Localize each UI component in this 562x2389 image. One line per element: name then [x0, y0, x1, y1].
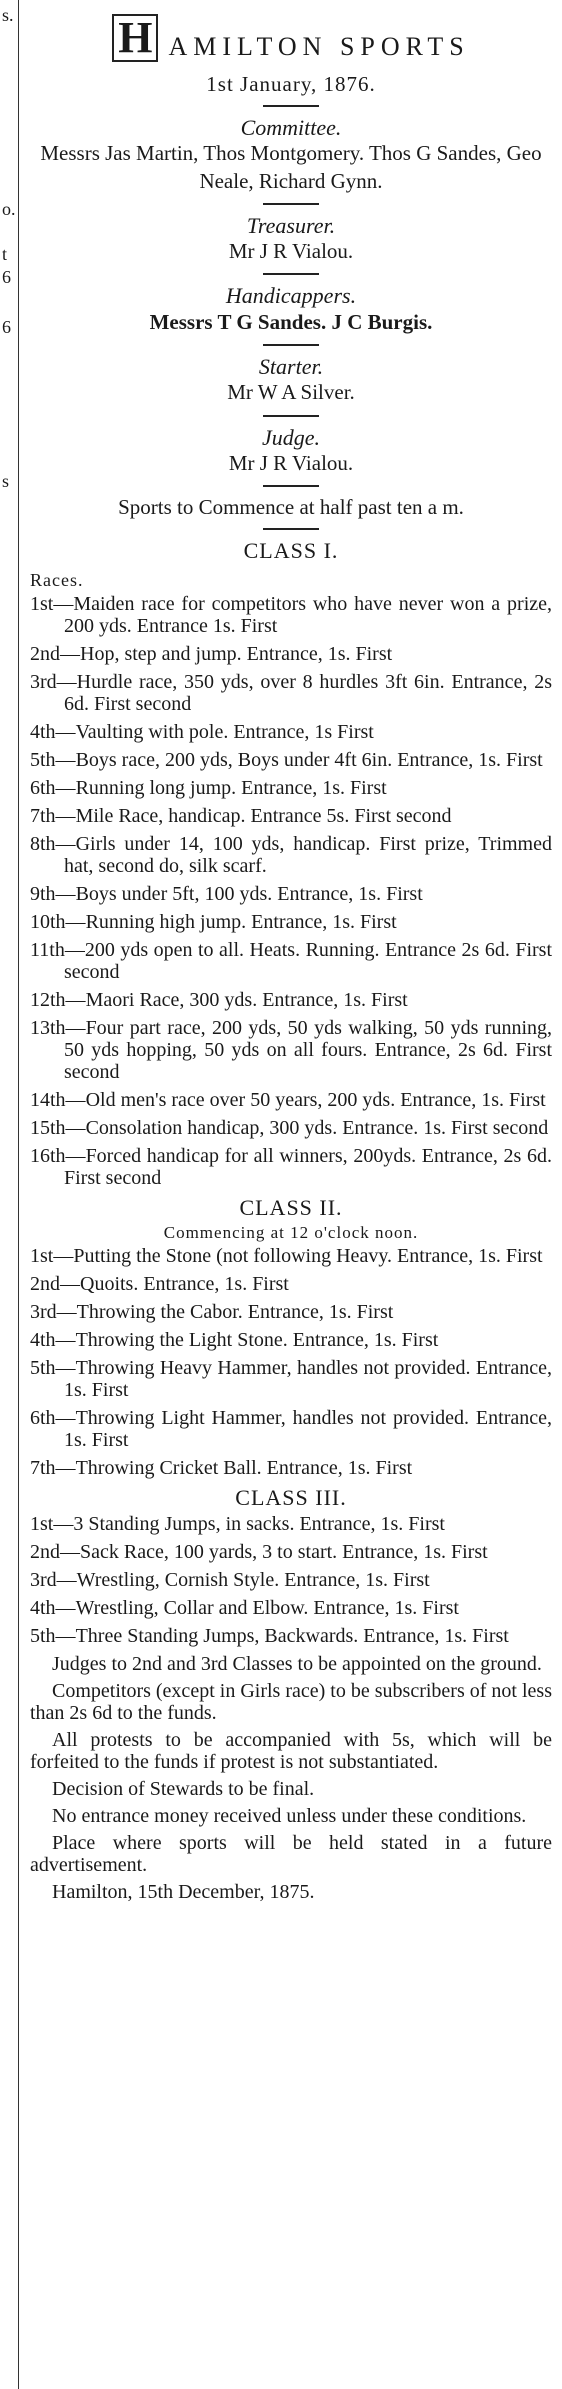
- event-text: Three Standing Jumps, Backwards. Entrance, 1s. First: [75, 1625, 509, 1648]
- event-text: Maori Race, 300 yds. Entrance, 1s. First: [85, 989, 408, 1012]
- class-3-event-list: [30, 1513, 552, 1647]
- event-item: [30, 883, 552, 905]
- event-text: Forced handicap for all winners, 200yds. Entrance, 2s 6d. First second: [64, 1145, 552, 1190]
- event-item: [30, 1329, 552, 1351]
- column-rule: [18, 0, 19, 2389]
- event-item: [30, 1541, 552, 1563]
- official-role: Committee.: [240, 115, 342, 140]
- event-number: 5th—: [30, 749, 76, 772]
- event-item: [30, 643, 552, 665]
- event-text: Maiden race for competitors who have never won a prize, 200 yds. Entrance 1s. First: [64, 593, 552, 638]
- event-item: [30, 989, 552, 1011]
- condition-note: Place where sports will be held stated in a future advertisement.: [30, 1832, 552, 1877]
- conditions-notes: [30, 1653, 552, 1876]
- event-number: 4th—: [30, 1329, 76, 1352]
- official-role: Handicappers.: [225, 283, 357, 309]
- event-text: 200 yds open to all. Heats. Running. Entrance 2s 6d. First second: [64, 939, 552, 984]
- event-item: [30, 1017, 552, 1083]
- event-item: [30, 777, 552, 799]
- event-item: [30, 1625, 552, 1647]
- masthead-initial: H: [112, 14, 158, 62]
- event-text: Quoits. Entrance, 1s. First: [80, 1273, 289, 1296]
- official-role: Treasurer.: [246, 212, 336, 238]
- event-item: [30, 593, 552, 637]
- class-2-event-list: [30, 1245, 552, 1479]
- event-item: [30, 721, 552, 743]
- divider: [263, 273, 319, 275]
- event-number: 13th—: [30, 1017, 86, 1040]
- event-item: [30, 939, 552, 983]
- margin-char: o.: [2, 199, 16, 219]
- event-text: Running long jump. Entrance, 1s. First: [75, 777, 387, 800]
- event-text: 3 Standing Jumps, in sacks. Entrance, 1s. First: [73, 1513, 445, 1536]
- signoff-place-date: Hamilton, 15th December, 1875.: [52, 1881, 315, 1904]
- event-number: 3rd—: [30, 671, 77, 694]
- event-text: Hop, step and jump. Entrance, 1s. First: [80, 643, 393, 666]
- event-item: [30, 911, 552, 933]
- event-text: Hurdle race, 350 yds, over 8 hurdles 3ft 6in. Entrance, 2s 6d. First second: [64, 671, 552, 716]
- event-text: Consolation handicap, 300 yds. Entrance. 1s. First second: [85, 1117, 549, 1140]
- event-text: Throwing Light Hammer, handles not provided. Entrance, 1s. First: [64, 1407, 552, 1452]
- event-number: 11th—: [30, 939, 85, 962]
- class-heading: CLASS III.: [235, 1485, 347, 1511]
- notice-date: 1st January, 1876.: [206, 72, 376, 96]
- event-item: [30, 1513, 552, 1535]
- event-item: [30, 833, 552, 877]
- event-item: [30, 1301, 552, 1323]
- divider: [263, 105, 319, 107]
- condition-note: All protests to be accompanied with 5s, which will be forfeited to the funds if protest is not substantiated.: [30, 1729, 552, 1774]
- event-number: 4th—: [30, 1597, 76, 1620]
- official-names: Messrs Jas Martin, Thos Montgomery. Thos G Sandes, Geo Neale, Richard Gynn.: [40, 141, 542, 193]
- margin-char: s.: [2, 5, 14, 25]
- event-item: [30, 1245, 552, 1267]
- event-text: Boys race, 200 yds, Boys under 4ft 6in. Entrance, 1s. First: [75, 749, 543, 772]
- event-text: Throwing Heavy Hammer, handles not provided. Entrance, 1s. First: [64, 1357, 552, 1402]
- event-number: 8th—: [30, 833, 76, 856]
- divider: [263, 203, 319, 205]
- event-number: 2nd—: [30, 1541, 80, 1564]
- event-number: 16th—: [30, 1145, 86, 1168]
- event-text: Throwing Cricket Ball. Entrance, 1s. First: [75, 1457, 413, 1480]
- event-number: 2nd—: [30, 1273, 80, 1296]
- event-number: 15th—: [30, 1117, 86, 1140]
- event-item: [30, 805, 552, 827]
- event-item: [30, 749, 552, 771]
- event-text: Vaulting with pole. Entrance, 1s First: [75, 721, 374, 744]
- event-text: Mile Race, handicap. Entrance 5s. First second: [75, 805, 452, 828]
- masthead: [30, 0, 552, 62]
- event-number: 6th—: [30, 1407, 76, 1430]
- class-heading: CLASS II.: [239, 1195, 343, 1221]
- condition-note: Decision of Stewards to be final.: [52, 1778, 315, 1801]
- event-text: Throwing the Cabor. Entrance, 1s. First: [76, 1301, 394, 1324]
- margin-char: s: [2, 471, 10, 491]
- class-subheading: Commencing at 12 o'clock noon.: [163, 1223, 419, 1243]
- margin-char: 6: [2, 317, 11, 337]
- advertisement-column: [30, 0, 552, 1903]
- event-text: Old men's race over 50 years, 200 yds. Entrance, 1s. First: [85, 1089, 546, 1112]
- event-item: [30, 1407, 552, 1451]
- condition-note: Judges to 2nd and 3rd Classes to be appointed on the ground.: [52, 1653, 542, 1676]
- event-number: 3rd—: [30, 1301, 77, 1324]
- event-text: Four part race, 200 yds, 50 yds walking, 50 yds running, 50 yds hopping, 50 yds on all fours. Entrance, 2s 6d. First second: [64, 1017, 552, 1084]
- event-text: Sack Race, 100 yards, 3 to start. Entrance, 1s. First: [80, 1541, 488, 1564]
- event-item: [30, 1457, 552, 1479]
- event-text: Throwing the Light Stone. Entrance, 1s. First: [75, 1329, 439, 1352]
- event-text: Girls under 14, 100 yds, handicap. First prize, Trimmed hat, second do, silk scarf.: [64, 833, 552, 878]
- event-number: 14th—: [30, 1089, 86, 1112]
- event-item: [30, 1145, 552, 1189]
- event-text: Wrestling, Cornish Style. Entrance, 1s. First: [76, 1569, 430, 1592]
- condition-note: No entrance money received unless under these conditions.: [52, 1805, 527, 1828]
- official-names: Mr W A Silver.: [227, 380, 355, 405]
- event-number: 5th—: [30, 1625, 76, 1648]
- officials-section: [30, 115, 552, 477]
- event-number: 7th—: [30, 805, 76, 828]
- masthead-title: AMILTON SPORTS: [168, 31, 470, 61]
- divider: [263, 485, 319, 487]
- event-number: 1st—: [30, 1245, 74, 1268]
- class-1-event-list: [30, 593, 552, 1189]
- event-text: Putting the Stone (not following Heavy. Entrance, 1s. First: [73, 1245, 543, 1268]
- event-item: [30, 1089, 552, 1111]
- event-number: 10th—: [30, 911, 86, 934]
- official-names: Mr J R Vialou.: [228, 239, 354, 264]
- event-item: [30, 671, 552, 715]
- event-number: 2nd—: [30, 643, 80, 666]
- class-heading: CLASS I.: [243, 538, 339, 564]
- event-number: 3rd—: [30, 1569, 77, 1592]
- condition-note: Competitors (except in Girls race) to be subscribers of not less than 2s 6d to the funds.: [30, 1680, 552, 1725]
- divider: [263, 344, 319, 346]
- event-item: [30, 1597, 552, 1619]
- event-number: 7th—: [30, 1457, 76, 1480]
- event-text: Running high jump. Entrance, 1s. First: [85, 911, 397, 934]
- official-role: Starter.: [258, 354, 324, 380]
- official-role: Judge.: [261, 424, 321, 450]
- official-names: Mr J R Vialou.: [228, 450, 354, 475]
- event-item: [30, 1273, 552, 1295]
- event-number: 5th—: [30, 1357, 76, 1380]
- adjacent-column-fragment: [0, 0, 16, 2389]
- event-number: 6th—: [30, 777, 76, 800]
- event-text: Boys under 5ft, 100 yds. Entrance, 1s. First: [75, 883, 423, 906]
- event-number: 4th—: [30, 721, 76, 744]
- divider: [263, 528, 319, 530]
- event-number: 9th—: [30, 883, 76, 906]
- races-label: Races.: [30, 570, 84, 591]
- event-number: 1st—: [30, 593, 74, 616]
- event-item: [30, 1117, 552, 1139]
- event-number: 12th—: [30, 989, 86, 1012]
- divider: [263, 415, 319, 417]
- event-item: [30, 1569, 552, 1591]
- official-names: Messrs T G Sandes. J C Burgis.: [149, 309, 433, 334]
- event-item: [30, 1357, 552, 1401]
- margin-char: 6: [2, 267, 11, 287]
- event-text: Wrestling, Collar and Elbow. Entrance, 1s. First: [75, 1597, 459, 1620]
- margin-char: t: [2, 244, 8, 264]
- start-time-notice: Sports to Commence at half past ten a m.: [118, 495, 464, 520]
- event-number: 1st—: [30, 1513, 74, 1536]
